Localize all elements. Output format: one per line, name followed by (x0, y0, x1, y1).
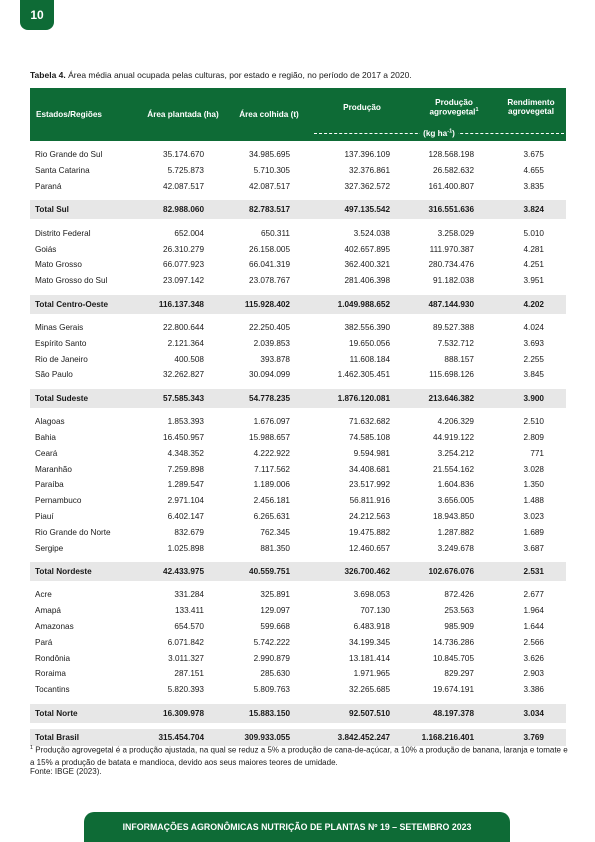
row-value: 3.687 (523, 543, 544, 553)
row-value: 497.135.542 (312, 200, 412, 219)
row-value: 57.585.343 (140, 389, 226, 408)
table-caption (30, 70, 412, 80)
row-value: 133.411 (175, 606, 204, 616)
row-value: 18.943.850 (433, 511, 474, 521)
row-value: 32.265.685 (349, 685, 390, 695)
row-label: Pernambuco (35, 496, 82, 506)
row-value: 19.674.191 (433, 685, 474, 695)
table-row (30, 619, 566, 635)
row-value: 1.689 (523, 527, 544, 537)
row-value: 34.408.681 (349, 464, 390, 474)
row-value: 2.903 (523, 669, 544, 679)
row-value: 4.222.922 (253, 448, 290, 458)
row-value: 3.028 (523, 464, 544, 474)
row-value: 3.675 (523, 150, 544, 160)
row-value: 91.182.038 (433, 276, 474, 286)
table-row (30, 225, 566, 241)
row-value: 4.655 (523, 166, 544, 176)
row-value: 1.350 (523, 480, 544, 490)
row-value: 22.250.405 (249, 322, 290, 332)
row-value: 23.078.767 (249, 276, 290, 286)
row-value: 15.988.657 (249, 432, 290, 442)
table-caption-text: Área média anual ocupada pelas culturas, por estado e região, no período de 2017 a 2020. (65, 70, 412, 80)
row-value: 40.559.751 (226, 562, 312, 581)
row-value: 137.396.109 (344, 150, 390, 160)
row-value: 92.507.510 (312, 704, 412, 723)
table-row (30, 540, 566, 556)
row-value: 5.809.763 (253, 685, 290, 695)
table-row (30, 477, 566, 493)
header-producao: Produção (312, 88, 412, 126)
row-value: 14.736.286 (433, 637, 474, 647)
table-row (30, 430, 566, 446)
row-value: 5.710.305 (253, 166, 290, 176)
row-value: 35.174.670 (163, 150, 204, 160)
region-total-row (30, 200, 566, 219)
row-label: Paraná (35, 181, 62, 191)
row-label: Rio Grande do Sul (35, 150, 103, 160)
row-value: 16.450.957 (163, 432, 204, 442)
page-number: 10 (20, 0, 54, 30)
row-value: 2.971.104 (167, 496, 204, 506)
row-label: Mato Grosso (35, 260, 82, 270)
row-value: 1.604.836 (437, 480, 474, 490)
row-value: 2.121.364 (167, 338, 204, 348)
row-value: 21.554.162 (433, 464, 474, 474)
footnote: $^1$ Produção agrovegetal é a produção ajustada, na qual se reduz a 5% a produção de cana-de-açúcar, a 10% a produção de banana, laranja e tomate e a 15% a produção de batata e mandioca, devido aos seus maiores teores de umidade. (30, 745, 568, 767)
row-value: 26.310.279 (163, 244, 204, 254)
row-value: 9.594.981 (353, 448, 390, 458)
row-value: 7.532.712 (437, 338, 474, 348)
row-label: Santa Catarina (35, 166, 90, 176)
header-producao-agrovegetal: Produção agrovegetal$^1$ (412, 88, 496, 126)
row-value: 89.527.388 (433, 322, 474, 332)
row-label: Maranhão (35, 464, 72, 474)
table-row (30, 587, 566, 603)
row-value: 34.985.695 (249, 150, 290, 160)
row-value: 66.041.319 (249, 260, 290, 270)
row-value: 2.255 (523, 354, 544, 364)
row-value: 362.400.321 (344, 260, 390, 270)
table-row (30, 682, 566, 698)
row-value: 253.563 (444, 606, 474, 616)
row-value: 3.254.212 (437, 448, 474, 458)
header-region: Estados/Regiões (30, 88, 140, 141)
row-value: 285.630 (260, 669, 290, 679)
row-label: Total Centro-Oeste (30, 295, 140, 314)
row-value: 652.004 (174, 228, 204, 238)
row-value: 42.087.517 (163, 181, 204, 191)
row-label: Bahia (35, 432, 56, 442)
row-value: 3.824 (496, 200, 566, 219)
row-value: 1.676.097 (253, 417, 290, 427)
row-label: Ceará (35, 448, 58, 458)
row-label: Distrito Federal (35, 228, 91, 238)
row-value: 19.475.882 (349, 527, 390, 537)
row-value: 3.386 (523, 685, 544, 695)
row-value: 2.531 (496, 562, 566, 581)
row-value: 7.117.562 (254, 464, 290, 474)
region-total-row (30, 295, 566, 314)
row-value: 281.406.398 (344, 276, 390, 286)
row-value: 4.281 (523, 244, 544, 254)
row-label: Roraima (35, 669, 66, 679)
row-value: 128.568.198 (428, 150, 474, 160)
row-value: 382.556.390 (344, 322, 390, 332)
table-row (30, 257, 566, 273)
row-value: 325.891 (260, 590, 290, 600)
row-value: 3.034 (496, 704, 566, 723)
row-value: 3.626 (523, 653, 544, 663)
row-value: 115.698.126 (429, 370, 474, 380)
row-value: 331.284 (174, 590, 204, 600)
row-label: Goiás (35, 244, 57, 254)
data-table (30, 88, 566, 746)
row-value: 54.778.235 (226, 389, 312, 408)
row-value: 4.202 (496, 295, 566, 314)
row-value: 30.094.099 (249, 370, 290, 380)
table-row (30, 634, 566, 650)
row-label: Acre (35, 590, 52, 600)
source-note: Fonte: IBGE (2023). (30, 767, 102, 776)
table-row (30, 493, 566, 509)
row-value: 309.933.055 (226, 729, 312, 746)
row-value: 6.265.631 (253, 511, 290, 521)
row-value: 3.524.038 (353, 228, 390, 238)
table-row (30, 414, 566, 430)
row-value: 2.809 (523, 432, 544, 442)
row-value: 22.800.644 (163, 322, 204, 332)
row-value: 26.158.005 (249, 244, 290, 254)
row-value: 1.189.006 (253, 480, 290, 490)
row-label: Sergipe (35, 543, 64, 553)
row-label: Piauí (35, 511, 54, 521)
row-value: 287.151 (174, 669, 204, 679)
row-value: 12.460.657 (349, 543, 390, 553)
row-value: 5.725.873 (167, 166, 204, 176)
row-value: 3.900 (496, 389, 566, 408)
row-value: 56.811.916 (349, 496, 390, 506)
region-total-row (30, 389, 566, 408)
row-value: 5.742.222 (253, 637, 290, 647)
row-value: 2.456.181 (253, 496, 290, 506)
row-value: 2.039.853 (253, 338, 290, 348)
row-value: 71.632.682 (349, 417, 390, 427)
row-label: Tocantins (35, 685, 70, 695)
table-row (30, 147, 566, 163)
row-value: 3.842.452.247 (312, 729, 412, 746)
row-value: 5.010 (523, 228, 544, 238)
table-row (30, 179, 566, 195)
row-value: 82.783.517 (226, 200, 312, 219)
row-value: 1.287.882 (437, 527, 474, 537)
row-value: 115.928.402 (226, 295, 312, 314)
table-row (30, 603, 566, 619)
row-label: Total Sul (30, 200, 140, 219)
row-value: 3.249.678 (437, 543, 474, 553)
table-row (30, 524, 566, 540)
row-value: 3.769 (496, 729, 566, 746)
row-value: 3.011.327 (168, 653, 204, 663)
row-value: 3.698.053 (353, 590, 390, 600)
header-area-colhida: Área colhida (t) (226, 88, 312, 141)
row-value: 1.964 (523, 606, 544, 616)
row-value: 327.362.572 (344, 181, 390, 191)
table-row (30, 445, 566, 461)
row-label: Total Nordeste (30, 562, 140, 581)
row-value: 82.988.060 (140, 200, 226, 219)
table-row (30, 241, 566, 257)
row-label: São Paulo (35, 370, 73, 380)
header-rendimento: Rendimento agrovegetal (496, 88, 566, 126)
row-value: 654.570 (174, 621, 204, 631)
row-value: 13.181.414 (349, 653, 390, 663)
row-value: 4.206.329 (437, 417, 474, 427)
row-value: 881.350 (260, 543, 290, 553)
row-value: 280.734.476 (428, 260, 474, 270)
row-value: 400.508 (174, 354, 204, 364)
row-value: 3.693 (523, 338, 544, 348)
row-value: 24.212.563 (349, 511, 390, 521)
row-value: 985.909 (444, 621, 474, 631)
row-value: 1.971.965 (353, 669, 390, 679)
row-value: 213.646.382 (412, 389, 496, 408)
row-value: 4.251 (523, 260, 544, 270)
row-label: Mato Grosso do Sul (35, 276, 108, 286)
row-label: Rondônia (35, 653, 71, 663)
row-label: Amazonas (35, 621, 74, 631)
row-value: 42.433.975 (140, 562, 226, 581)
row-value: 129.097 (260, 606, 290, 616)
row-value: 1.876.120.081 (312, 389, 412, 408)
row-label: Total Brasil (30, 729, 140, 746)
row-value: 316.551.636 (412, 200, 496, 219)
row-value: 161.400.807 (428, 181, 474, 191)
row-value: 2.990.879 (253, 653, 290, 663)
row-value: 74.585.108 (349, 432, 390, 442)
table-row (30, 650, 566, 666)
row-value: 66.077.923 (163, 260, 204, 270)
row-value: 829.297 (444, 669, 474, 679)
row-label: Rio de Janeiro (35, 354, 88, 364)
table-row (30, 367, 566, 383)
row-value: 16.309.978 (140, 704, 226, 723)
region-total-row (30, 562, 566, 581)
row-value: 1.049.988.652 (312, 295, 412, 314)
table-row (30, 273, 566, 289)
row-value: 48.197.378 (412, 704, 496, 723)
row-value: 2.510 (523, 417, 544, 427)
row-label: Total Sudeste (30, 389, 140, 408)
row-value: 111.970.387 (429, 244, 474, 254)
table-row (30, 320, 566, 336)
row-value: 599.668 (260, 621, 290, 631)
row-value: 19.650.056 (349, 338, 390, 348)
row-value: 42.087.517 (249, 181, 290, 191)
header-area-plantada: Área plantada (ha) (140, 88, 226, 141)
row-value: 3.258.029 (437, 228, 474, 238)
table-row (30, 666, 566, 682)
table-caption-label: Tabela 4. (30, 70, 66, 80)
row-value: 771 (530, 448, 544, 458)
row-value: 1.025.898 (167, 543, 204, 553)
row-value: 32.262.827 (163, 370, 204, 380)
row-value: 3.023 (523, 511, 544, 521)
table-row (30, 461, 566, 477)
row-value: 3.845 (523, 370, 544, 380)
table-row (30, 163, 566, 179)
row-value: 650.311 (261, 228, 290, 238)
row-label: Alagoas (35, 417, 65, 427)
row-value: 6.402.147 (167, 511, 204, 521)
row-value: 3.835 (523, 181, 544, 191)
row-value: 23.517.992 (349, 480, 390, 490)
row-value: 32.376.861 (349, 166, 390, 176)
table-row (30, 335, 566, 351)
row-value: 393.878 (260, 354, 290, 364)
region-total-row (30, 704, 566, 723)
row-value: 5.820.393 (167, 685, 204, 695)
row-value: 6.483.918 (353, 621, 390, 631)
row-value: 487.144.930 (412, 295, 496, 314)
row-value: 11.608.184 (349, 354, 390, 364)
row-value: 1.488 (523, 496, 544, 506)
row-value: 4.348.352 (167, 448, 204, 458)
row-value: 6.071.842 (167, 637, 204, 647)
row-value: 2.677 (523, 590, 544, 600)
row-value: 44.919.122 (433, 432, 474, 442)
row-value: 2.566 (523, 637, 544, 647)
row-value: 26.582.632 (433, 166, 474, 176)
row-label: Minas Gerais (35, 322, 84, 332)
row-value: 315.454.704 (140, 729, 226, 746)
row-value: 707.130 (360, 606, 390, 616)
table-row (30, 351, 566, 367)
row-value: 23.097.142 (163, 276, 204, 286)
row-label: Rio Grande do Norte (35, 527, 111, 537)
page-footer: INFORMAÇÕES AGRONÔMICAS NUTRIÇÃO DE PLANTAS Nº 19 – SETEMBRO 2023 (84, 812, 510, 842)
row-value: 1.289.547 (167, 480, 204, 490)
row-value: 832.679 (174, 527, 204, 537)
row-value: 1.853.393 (167, 417, 204, 427)
row-label: Paraíba (35, 480, 64, 490)
row-value: 1.644 (523, 621, 544, 631)
row-value: 3.656.005 (437, 496, 474, 506)
row-value: 872.426 (444, 590, 474, 600)
row-value: 7.259.898 (167, 464, 204, 474)
row-label: Espírito Santo (35, 338, 87, 348)
row-value: 1.462.305.451 (337, 370, 390, 380)
row-value: 10.845.705 (433, 653, 474, 663)
row-value: 102.676.076 (412, 562, 496, 581)
row-value: 4.024 (523, 322, 544, 332)
row-value: 3.951 (523, 276, 544, 286)
row-value: 888.157 (444, 354, 474, 364)
row-label: Amapá (35, 606, 61, 616)
row-value: 15.883.150 (226, 704, 312, 723)
header-unit: (kg $ha^{-1}$) (312, 126, 566, 141)
row-value: 762.345 (260, 527, 290, 537)
row-value: 1.168.216.401 (412, 729, 496, 746)
row-label: Total Norte (30, 704, 140, 723)
row-label: Pará (35, 637, 53, 647)
table-row (30, 509, 566, 525)
row-value: 402.657.895 (344, 244, 390, 254)
row-value: 34.199.345 (349, 637, 390, 647)
row-value: 116.137.348 (140, 295, 226, 314)
row-value: 326.700.462 (312, 562, 412, 581)
